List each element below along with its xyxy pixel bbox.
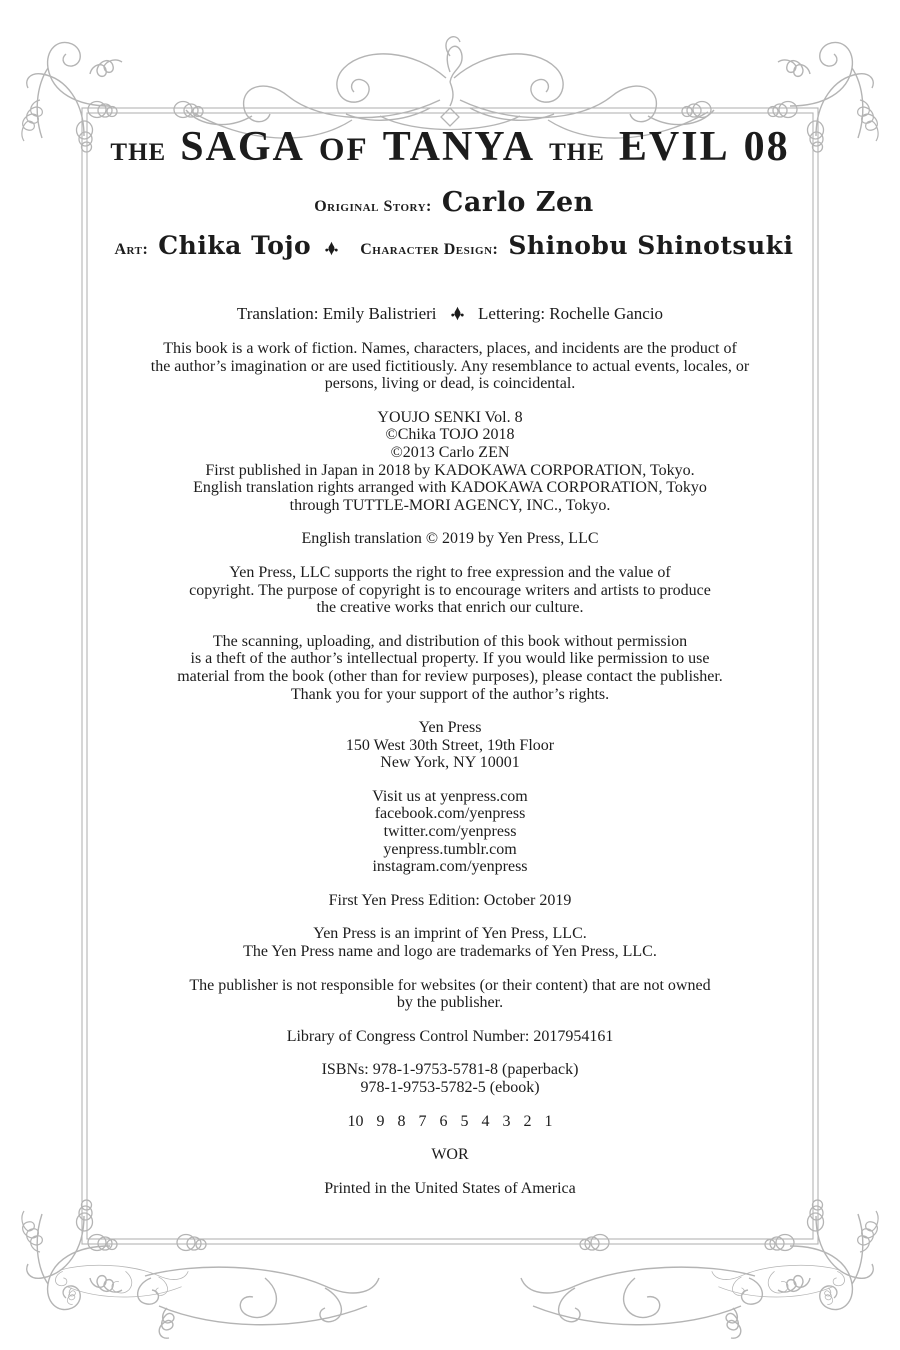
translation-credit <box>0 304 900 324</box>
scanning-notice: The scanning, uploading, and distribution of this book without permission is a theft of the author’s intellectual property. If you would like permission to use material from the book (other than for review purposes), please contact the publisher. Thank you for your support of the author’s rights. <box>177 632 723 703</box>
colophon-blocks <box>0 340 900 1197</box>
original-story-name: Carlo Zen <box>441 187 594 218</box>
art-label: Art: <box>114 241 149 258</box>
printed-in: Printed in the United States of America <box>324 1179 576 1197</box>
free-expression-statement: Yen Press, LLC supports the right to free expression and the value of copyright. The purpose of copyright is to encourage writers and artists to produce the creative works that enrich our culture. <box>189 563 711 617</box>
fleuron-icon <box>324 240 339 257</box>
original-story-credit <box>0 186 900 224</box>
book-title-part: OF <box>318 132 369 168</box>
printer-code: WOR <box>431 1146 469 1164</box>
book-title-part: EVIL <box>618 124 730 170</box>
translation-label: Translation: <box>236 304 319 323</box>
web-links: Visit us at yenpress.com facebook.com/yenpress twitter.com/yenpress yenpress.tumblr.com instagram.com/yenpress <box>372 787 528 876</box>
english-translation-copyright: English translation © 2019 by Yen Press, LLC <box>301 530 599 548</box>
character-design-name: Shinobu Shinotsuki <box>508 231 794 260</box>
imprint-note: Yen Press is an imprint of Yen Press, LLC. The Yen Press name and logo are trademarks of Yen Press, LLC. <box>243 925 657 961</box>
japanese-copyright: YOUJO SENKI Vol. 8 ©Chika TOJO 2018 ©2013 Carlo ZEN First published in Japan in 2018 by KADOKAWA CORPORATION, Tokyo. English translation rights arranged with KADOKAWA CORPORATION, Tokyo through TUTTLE-MORI AGENCY, INC., Tokyo. <box>193 408 707 514</box>
book-title-part: TANYA <box>382 124 536 170</box>
translation-name: Emily Balistrieri <box>322 304 437 323</box>
lettering-name: Rochelle Gancio <box>549 304 664 323</box>
lccn: Library of Congress Control Number: 2017954161 <box>286 1027 614 1045</box>
book-title-part: THE <box>549 139 605 166</box>
fleuron-icon <box>450 305 465 322</box>
isbns: ISBNs: 978-1-9753-5781-8 (paperback) 978-1-9753-5782-5 (ebook) <box>321 1061 579 1096</box>
book-title-part: SAGA <box>180 124 305 170</box>
book-title-part: THE <box>110 139 167 166</box>
art-name: Chika Tojo <box>158 231 312 260</box>
character-design-label: Character Design: <box>360 241 499 258</box>
book-title <box>0 126 900 168</box>
print-run-numbers: 10 9 8 7 6 5 4 3 2 1 <box>347 1112 553 1130</box>
lettering-label: Lettering: <box>478 304 546 323</box>
website-disclaimer: The publisher is not responsible for websites (or their content) that are not owned by the publisher. <box>189 976 711 1012</box>
edition-note: First Yen Press Edition: October 2019 <box>328 891 572 909</box>
original-story-label: Original Story: <box>314 198 432 215</box>
book-title-part: 08 <box>743 124 790 170</box>
art-credit <box>0 230 900 266</box>
fiction-disclaimer: This book is a work of fiction. Names, characters, places, and incidents are the product of the author’s imagination or are used fictitiously. Any resemblance to actual events, locales, or persons, living or dead, is coincidental. <box>150 340 750 393</box>
publisher-address: Yen Press 150 West 30th Street, 19th Floor New York, NY 10001 <box>345 719 555 772</box>
